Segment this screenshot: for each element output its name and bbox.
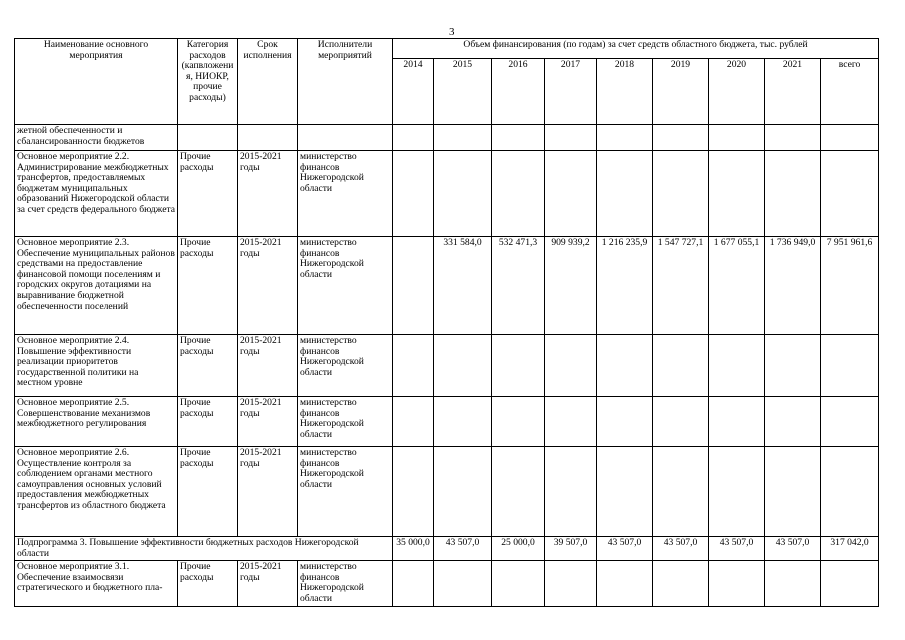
subprogram-value: 43 507,0 bbox=[597, 537, 653, 561]
row-value bbox=[765, 151, 821, 237]
row-executor: министерство финансов Нижегородской области bbox=[298, 447, 393, 537]
row-term: 2015-2021 годы bbox=[238, 237, 298, 335]
row-value: 331 584,0 bbox=[434, 237, 492, 335]
table-row bbox=[15, 561, 879, 606]
header-row bbox=[15, 39, 879, 59]
row-value bbox=[821, 397, 879, 447]
row-name: Основное мероприятие 2.6. Осуществление контроля за соблюдением органами местного самоуправления основных условий предоставления межбюджетных трансфертов из областного бюджета bbox=[15, 447, 178, 537]
header-financing: Объем финансирования (по годам) за счет средств областного бюджета, тыс. рублей bbox=[393, 39, 879, 59]
subprogram-value: 317 042,0 bbox=[821, 537, 879, 561]
row-value bbox=[434, 151, 492, 237]
row-category: Прочие расходы bbox=[178, 335, 238, 397]
row-value bbox=[765, 447, 821, 537]
year-header: 2019 bbox=[653, 59, 709, 125]
row-value bbox=[393, 125, 434, 151]
year-header: всего bbox=[821, 59, 879, 125]
row-executor bbox=[298, 125, 393, 151]
page-number: 3 bbox=[449, 26, 455, 38]
row-name: Основное мероприятие 3.1. Обеспечение взаимосвязи стратегического и бюджетного пла- bbox=[15, 561, 178, 606]
row-value bbox=[765, 335, 821, 397]
row-value bbox=[434, 125, 492, 151]
subprogram-name: Подпрограмма 3. Повышение эффективности бюджетных расходов Нижегородской области bbox=[15, 537, 393, 561]
row-value bbox=[597, 561, 653, 606]
row-value bbox=[765, 561, 821, 606]
row-value bbox=[653, 447, 709, 537]
row-term: 2015-2021 годы bbox=[238, 335, 298, 397]
row-category: Прочие расходы bbox=[178, 561, 238, 606]
row-value bbox=[492, 151, 545, 237]
row-value bbox=[821, 151, 879, 237]
row-value bbox=[709, 561, 765, 606]
year-header: 2018 bbox=[597, 59, 653, 125]
subprogram-value: 39 507,0 bbox=[545, 537, 597, 561]
row-term: 2015-2021 годы bbox=[238, 397, 298, 447]
row-term: 2015-2021 годы bbox=[238, 561, 298, 606]
row-name: Основное мероприятие 2.3. Обеспечение муниципальных районов средствами на предоставление финансовой помощи поселениям и городских округов дотациями на выравнивание бюджетной обеспеченности поселений bbox=[15, 237, 178, 335]
row-value bbox=[492, 125, 545, 151]
table-row bbox=[15, 237, 879, 335]
subprogram-value: 43 507,0 bbox=[653, 537, 709, 561]
table-row bbox=[15, 125, 879, 151]
row-value bbox=[393, 335, 434, 397]
row-value bbox=[821, 125, 879, 151]
row-executor: министерство финансов Нижегородской области bbox=[298, 335, 393, 397]
subprogram-value: 43 507,0 bbox=[765, 537, 821, 561]
row-value bbox=[545, 447, 597, 537]
subprogram-value: 43 507,0 bbox=[709, 537, 765, 561]
row-value: 7 951 961,6 bbox=[821, 237, 879, 335]
row-value bbox=[653, 151, 709, 237]
subprogram-value: 35 000,0 bbox=[393, 537, 434, 561]
table-row bbox=[15, 447, 879, 537]
row-term: 2015-2021 годы bbox=[238, 447, 298, 537]
row-executor: министерство финансов Нижегородской области bbox=[298, 561, 393, 606]
year-header: 2020 bbox=[709, 59, 765, 125]
row-category bbox=[178, 125, 238, 151]
year-header: 2021 bbox=[765, 59, 821, 125]
row-value bbox=[492, 397, 545, 447]
row-value bbox=[597, 335, 653, 397]
row-executor: министерство финансов Нижегородской области bbox=[298, 151, 393, 237]
row-name: Основное мероприятие 2.2. Администрирование межбюджетных трансфертов, предоставляемых бюджетам муниципальных образований Нижегородской области за счет средств федерального бюджета bbox=[15, 151, 178, 237]
row-value: 1 547 727,1 bbox=[653, 237, 709, 335]
table-row bbox=[15, 397, 879, 447]
row-term: 2015-2021 годы bbox=[238, 151, 298, 237]
row-value bbox=[393, 237, 434, 335]
subprogram-value: 43 507,0 bbox=[434, 537, 492, 561]
year-header: 2017 bbox=[545, 59, 597, 125]
row-value bbox=[597, 125, 653, 151]
header-executors: Исполнители мероприятий bbox=[298, 39, 393, 125]
row-value bbox=[393, 561, 434, 606]
row-value bbox=[393, 397, 434, 447]
row-value: 1 736 949,0 bbox=[765, 237, 821, 335]
row-executor: министерство финансов Нижегородской области bbox=[298, 397, 393, 447]
row-category: Прочие расходы bbox=[178, 151, 238, 237]
row-value bbox=[545, 335, 597, 397]
row-value bbox=[492, 335, 545, 397]
row-value bbox=[492, 447, 545, 537]
row-value bbox=[545, 151, 597, 237]
row-value bbox=[709, 447, 765, 537]
row-value: 1 677 055,1 bbox=[709, 237, 765, 335]
table-row bbox=[15, 151, 879, 237]
row-name: Основное мероприятие 2.5. Совершенствование механизмов межбюджетного регулирования bbox=[15, 397, 178, 447]
row-value bbox=[709, 397, 765, 447]
row-value bbox=[653, 125, 709, 151]
row-value bbox=[821, 335, 879, 397]
row-value: 909 939,2 bbox=[545, 237, 597, 335]
row-name: жетной обеспеченности и сбалансированности бюджетов bbox=[15, 125, 178, 151]
header-name: Наименование основного мероприятия bbox=[15, 39, 178, 125]
subprogram-value: 25 000,0 bbox=[492, 537, 545, 561]
row-value bbox=[393, 151, 434, 237]
row-value bbox=[709, 335, 765, 397]
year-header: 2014 bbox=[393, 59, 434, 125]
row-value bbox=[597, 397, 653, 447]
row-value bbox=[393, 447, 434, 537]
header-category: Категория расходов (капвложения, НИОКР, прочие расходы) bbox=[178, 39, 238, 125]
row-value bbox=[653, 561, 709, 606]
row-value bbox=[434, 397, 492, 447]
row-value bbox=[492, 561, 545, 606]
subprogram-row bbox=[15, 537, 879, 561]
row-value bbox=[653, 335, 709, 397]
row-name: Основное мероприятие 2.4. Повышение эффективности реализации приоритетов государственной политики на местном уровне bbox=[15, 335, 178, 397]
row-value bbox=[709, 151, 765, 237]
row-value bbox=[821, 447, 879, 537]
row-value bbox=[434, 335, 492, 397]
row-value bbox=[765, 125, 821, 151]
row-value bbox=[434, 447, 492, 537]
header-term: Срок исполнения bbox=[238, 39, 298, 125]
row-value bbox=[545, 561, 597, 606]
row-category: Прочие расходы bbox=[178, 447, 238, 537]
row-value: 532 471,3 bbox=[492, 237, 545, 335]
row-value bbox=[434, 561, 492, 606]
row-term bbox=[238, 125, 298, 151]
row-value bbox=[597, 447, 653, 537]
row-value bbox=[709, 125, 765, 151]
row-value bbox=[597, 151, 653, 237]
row-category: Прочие расходы bbox=[178, 397, 238, 447]
row-value bbox=[545, 125, 597, 151]
row-value bbox=[653, 397, 709, 447]
year-header: 2016 bbox=[492, 59, 545, 125]
table-row bbox=[15, 335, 879, 397]
row-value bbox=[545, 397, 597, 447]
row-value bbox=[765, 397, 821, 447]
row-value: 1 216 235,9 bbox=[597, 237, 653, 335]
row-value bbox=[821, 561, 879, 606]
row-executor: министерство финансов Нижегородской области bbox=[298, 237, 393, 335]
financing-table bbox=[14, 38, 879, 607]
year-header: 2015 bbox=[434, 59, 492, 125]
row-category: Прочие расходы bbox=[178, 237, 238, 335]
